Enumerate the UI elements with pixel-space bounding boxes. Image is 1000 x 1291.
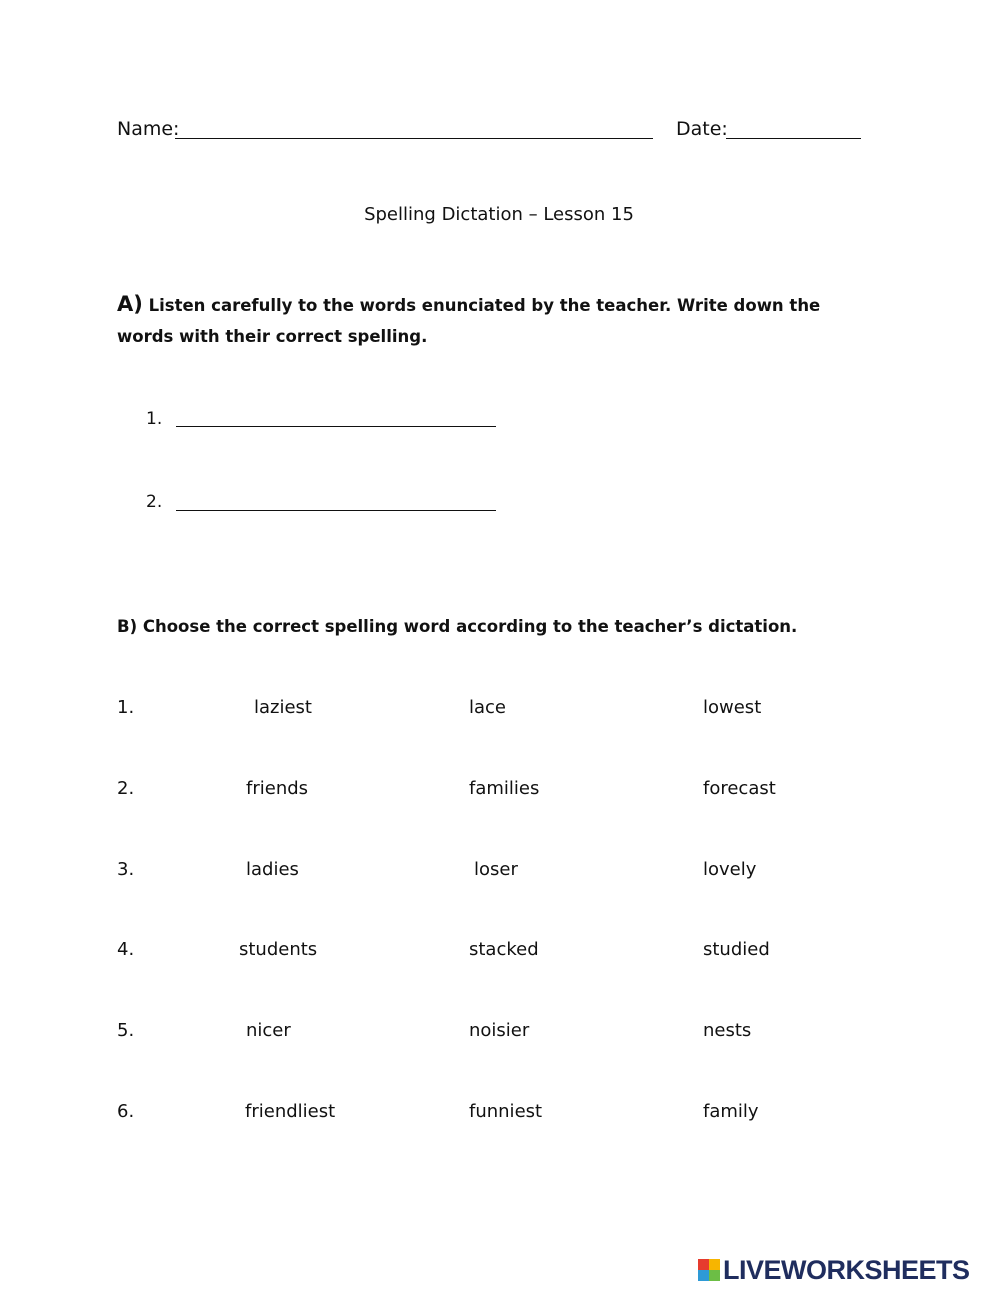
choice-option[interactable]: funniest (469, 1101, 543, 1122)
liveworksheets-logo (698, 1256, 970, 1284)
choice-option[interactable]: loser (474, 859, 518, 880)
choice-row (0, 939, 1000, 969)
choice-option[interactable]: lowest (703, 697, 762, 718)
choice-option[interactable]: stacked (469, 939, 539, 960)
choice-row (0, 859, 1000, 889)
choice-option[interactable]: friendliest (245, 1101, 336, 1122)
choice-option[interactable]: family (703, 1101, 759, 1122)
name-label: Name: (117, 118, 180, 140)
section-a-instruction (117, 289, 877, 352)
choice-option[interactable]: students (239, 939, 318, 960)
section-a-text: Listen carefully to the words enunciated by the teacher. Write down the words with their correct spelling. (117, 296, 821, 346)
choice-option[interactable]: families (469, 778, 540, 799)
date-field[interactable] (726, 138, 861, 139)
choice-option[interactable]: nicer (246, 1020, 291, 1041)
date-label: Date: (676, 118, 728, 140)
choice-number: 6. (117, 1101, 135, 1122)
logo-squares-icon (698, 1259, 720, 1281)
section-a-marker: A) (117, 292, 143, 316)
choice-row (0, 697, 1000, 727)
choice-option[interactable]: studied (703, 939, 770, 960)
answer-blank-1[interactable] (176, 426, 496, 427)
blank-number: 2. (146, 492, 163, 512)
answer-blank-2[interactable] (176, 510, 496, 511)
choice-row (0, 1020, 1000, 1050)
choice-row (0, 778, 1000, 808)
choice-option[interactable]: laziest (254, 697, 312, 718)
blank-number: 1. (146, 409, 163, 429)
logo-text: LIVEWORKSHEETS (723, 1254, 970, 1285)
choice-number: 2. (117, 778, 135, 799)
choice-number: 1. (117, 697, 135, 718)
page-title: Spelling Dictation – Lesson 15 (364, 204, 634, 225)
name-field[interactable] (175, 138, 653, 139)
choice-option[interactable]: lace (469, 697, 507, 718)
choice-number: 5. (117, 1020, 135, 1041)
choice-option[interactable]: forecast (703, 778, 776, 799)
choice-number: 3. (117, 859, 135, 880)
choice-option[interactable]: noisier (469, 1020, 530, 1041)
choice-option[interactable]: nests (703, 1020, 752, 1041)
choice-number: 4. (117, 939, 135, 960)
choice-option[interactable]: ladies (246, 859, 299, 880)
choice-row (0, 1101, 1000, 1131)
choice-option[interactable]: friends (246, 778, 309, 799)
section-b-instruction: B) Choose the correct spelling word according to the teacher’s dictation. (117, 617, 798, 636)
choice-option[interactable]: lovely (703, 859, 757, 880)
